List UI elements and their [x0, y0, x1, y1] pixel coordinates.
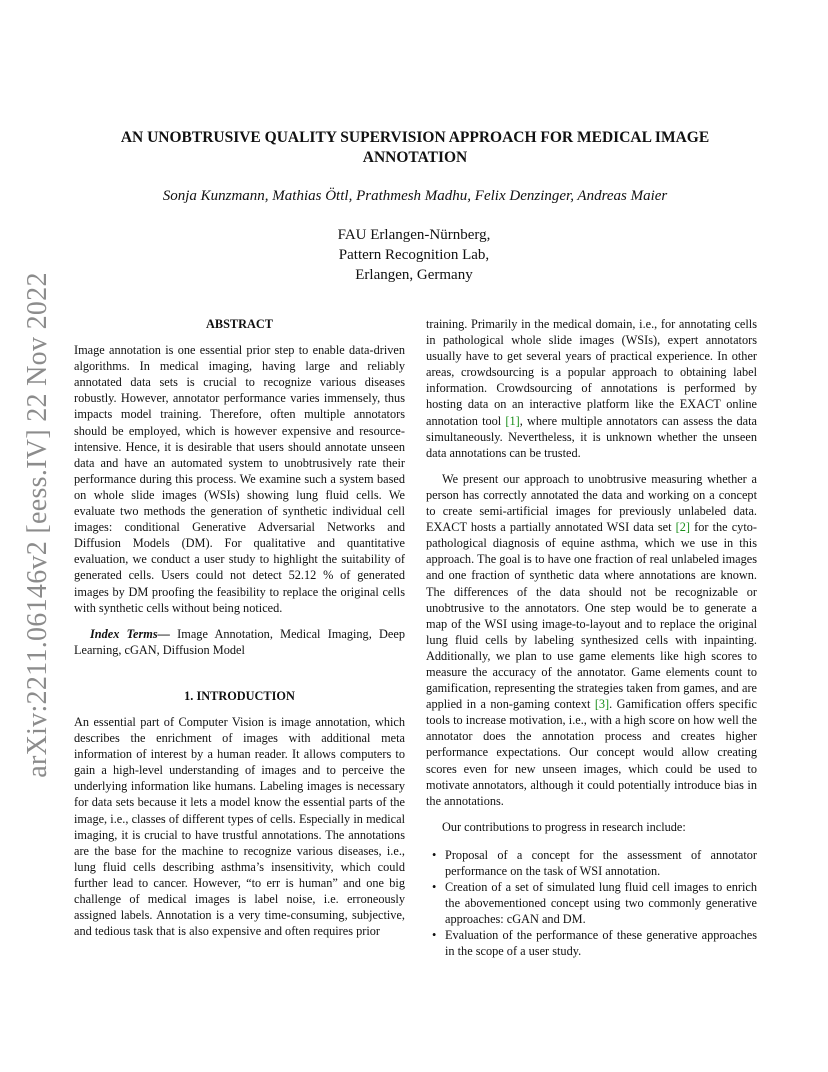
index-terms-list: Image Annotation, Medical Imaging, Deep Learning, cGAN, Diffusion Model — [74, 626, 405, 657]
bullet-icon: • — [432, 847, 437, 862]
list-item-text: Proposal of a concept for the assessment of annotator performance on the task of WSI annotation. — [445, 847, 757, 878]
left-column — [74, 316, 405, 939]
paragraph-text: training. Primarily in the medical domain, i.e., for annotating cells in pathological whole slide images (WSIs), expert annotators usually have to get several years of practical experience. In other areas, crowdsourcing is a popular approach to obtaining label information. Crowdsourcing of annotations is performed by hosting data on an interactive platform like the EXACT online annotation tool — [426, 317, 757, 428]
paragraph-text: for the cyto-pathological diagnosis of equine asthma, which we use in this approach. The goal is to have one fraction of real unlabeled images and one fraction of synthetic data where annotations are known. The differences of the data should not be recognizable or unobtrusive to the annotators. One step would be to generate a map of the WSI using image-to-layout and to replace the original lung fluid cells by labeling synthesized cells with inpainting. Additionally, we plan to use game elements like high scores to measure the accuracy of the annotator. Game elements count to gamification, representing the strategies taken from games, and are applied in a non-gaming context — [426, 520, 757, 712]
approach-paragraph — [426, 471, 757, 809]
list-item — [426, 879, 757, 927]
right-column — [426, 316, 757, 960]
bullet-icon: • — [432, 928, 437, 943]
contributions-list — [426, 847, 757, 960]
paragraph-text: , where multiple annotators can assess the data simultaneously. Nevertheless, it is unknown whether the unseen data annotations can be trusted. — [426, 413, 758, 460]
list-item-text: Creation of a set of simulated lung fluid cell images to enrich the abovementioned concept using two commonly generative approaches: cGAN and DM. — [445, 880, 757, 927]
abstract-heading: ABSTRACT — [206, 317, 273, 331]
contributions-intro: Our contributions to progress in research include: — [441, 819, 686, 834]
introduction-paragraph: An essential part of Computer Vision is image annotation, which describes the enrichment of images with additional meta information of interest by a human reader. It allows computers to gain a high-level understanding of images and to perceive the underlying information like humans. Labeling images is necessary for data sets because it lets a model know the essential parts of the image, i.e., classes of different types of cells. Especially in medical imaging, it is crucial to have trustful annotations. The annotations are the base for the machine to recognize various diseases, i.e., lung fluid cells describing asthma’s insensitivity, which could further lead to cancer. However, “to err is human” and one big challenge of medical images is label noise, i.e. erroneously assigned labels. Annotation is a very time-consuming, subjective, and tedious task that is also expensive and often requires prior — [74, 714, 405, 939]
paper-title: AN UNOBTRUSIVE QUALITY SUPERVISION APPROACH FOR MEDICAL IMAGE ANNOTATION — [120, 129, 710, 166]
arxiv-identifier-margin — [18, 272, 58, 778]
list-item — [426, 847, 757, 879]
citation-link[interactable]: [1] — [505, 413, 520, 428]
list-item — [426, 927, 757, 959]
affiliation — [214, 225, 614, 285]
arxiv-identifier[interactable]: arXiv:2211.06146v2 [eess.IV] 22 Nov 2022 — [22, 272, 53, 778]
abstract-text: Image annotation is one essential prior step to enable data-driven algorithms. In medical imaging, having large and reliably annotated data sets is crucial to recognize various diseases robustly. However, annotator performance varies immensely, thus impacts model training. Therefore, often multiple annotators should be employed, which is however expensive and resource-intensive. Hence, it is desirable that users should annotate unseen data and have an automated system to unobtrusively rate their performance during this process. We examine such a system based on whole slide images (WSIs) showing lung fluid cells. We evaluate two methods the generation of synthetic individual cell images: conditional Generative Adversarial Networks and Diffusion Models (DM). For qualitative and quantitative evaluation, we conduct a user study to highlight the suitability of generated cells. Users could not detect 52.12 % of generated images by DM proofing the feasibility to replace the original cells with synthetic cells without being noticed. — [74, 343, 405, 615]
affiliation-line: Erlangen, Germany — [355, 267, 473, 283]
list-item-text: Evaluation of the performance of these generative approaches in the scope of a user study. — [445, 928, 757, 959]
index-terms-label: Index Terms— — [89, 626, 170, 641]
paragraph-text: We present our approach to unobtrusive measuring whether a person has correctly annotated the data and working on a concept to create semi-artificial images for previously unlabeled data. EXACT hosts a partially annotated WSI data set — [426, 471, 757, 535]
author-list: Sonja Kunzmann, Mathias Öttl, Prathmesh Madhu, Felix Denzinger, Andreas Maier — [162, 188, 668, 204]
introduction-paragraph-continued — [426, 316, 757, 461]
affiliation-line: FAU Erlangen-Nürnberg, — [337, 227, 491, 243]
paragraph-text: . Gamification offers specific tools to increase motivation, i.e., with a high score on how well the annotator does the annotation process and creates higher performance expectations. Our concept would allow creating scores even for new unseen images, which could be used to motivate annotators, although it could potentially introduce bias in the annotations. — [426, 697, 757, 808]
citation-link[interactable]: [3] — [594, 697, 610, 712]
affiliation-line: Pattern Recognition Lab, — [338, 247, 490, 263]
introduction-heading: 1. INTRODUCTION — [184, 688, 295, 703]
index-terms — [74, 626, 405, 658]
citation-link[interactable]: [2] — [675, 520, 691, 535]
bullet-icon: • — [432, 880, 437, 895]
